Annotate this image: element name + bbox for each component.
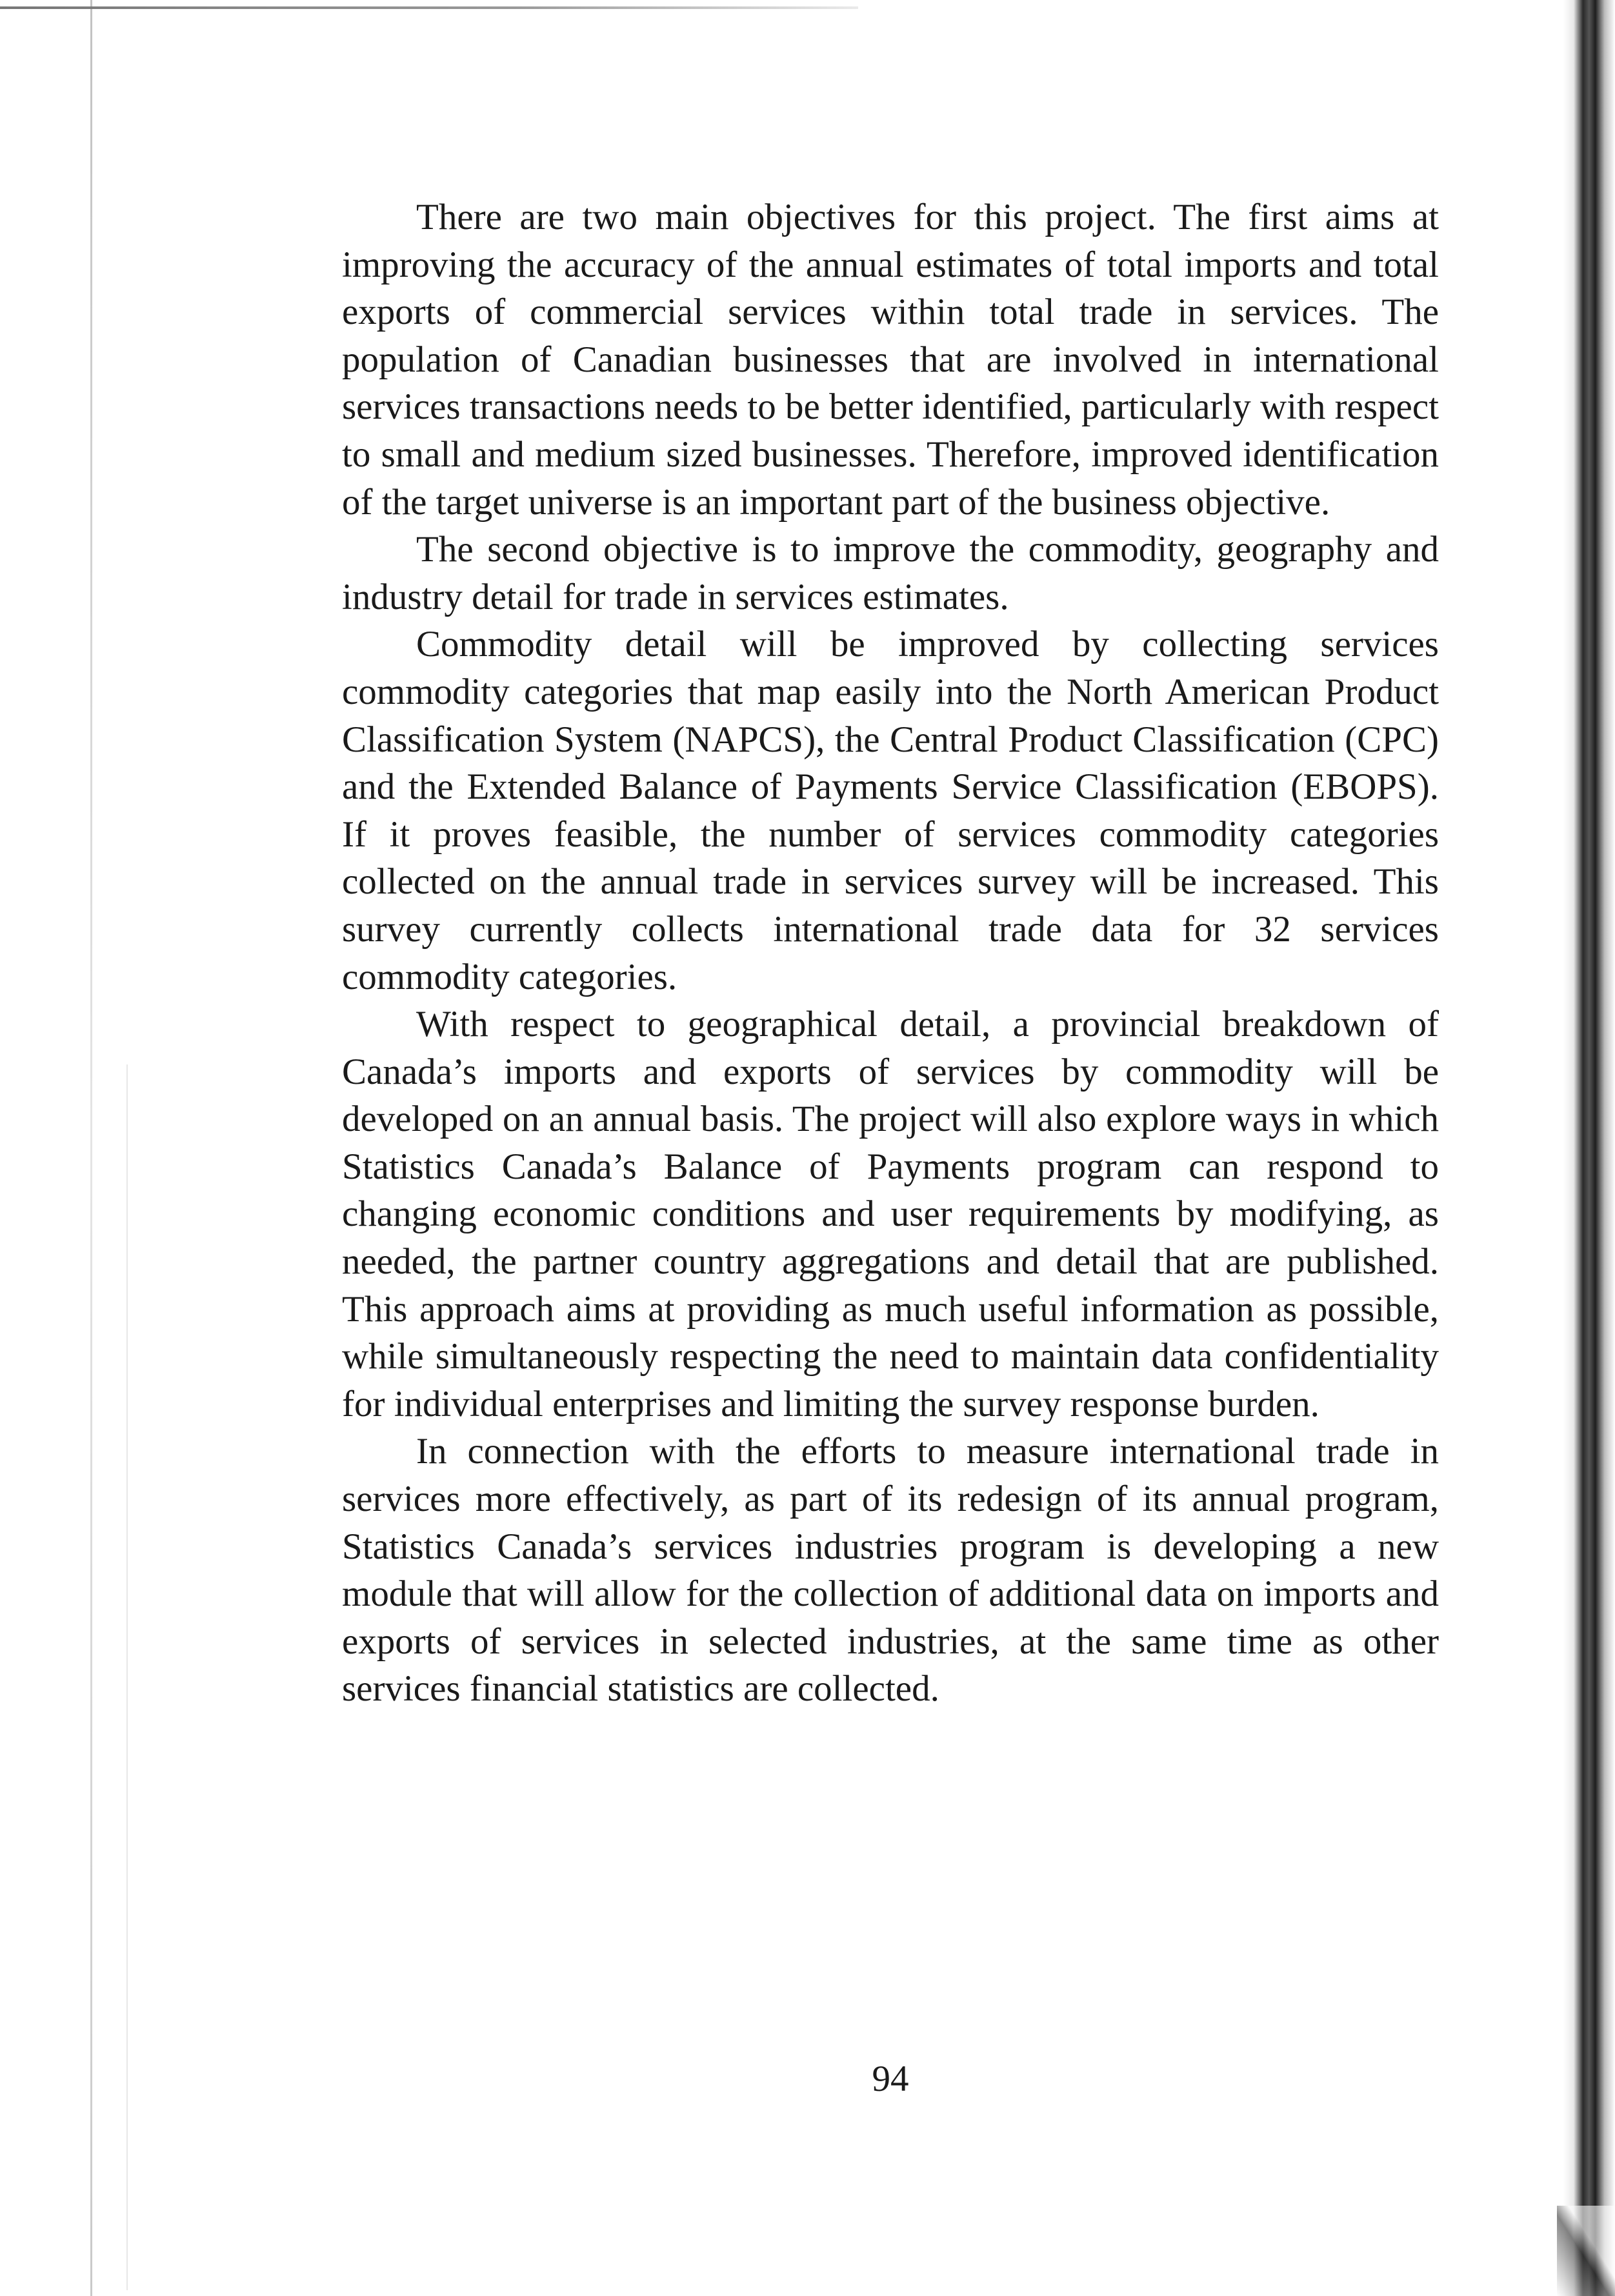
page-number: 94 bbox=[872, 2059, 909, 2099]
body-text bbox=[342, 194, 1439, 1713]
paragraph-commodity-detail: Commodity detail will be improved by collecting services commodity categories that map easily into the North American Product Classification System (NAPCS), the Central Product Classification (CPC) and the Extended Balance of Payments Service Classification (EBOPS). If it proves feasible, the number of services commodity categories collected on the annual trade in services survey will be increased. This survey currently collects international trade data for 32 services commodity categories. bbox=[342, 624, 1439, 997]
paragraph-services-industries: In connection with the efforts to measure international trade in services more effectively, as part of its redesign of its annual program, Statistics Canada’s services industries program is developing a new module that will allow for the collection of additional data on imports and exports of services in selected industries, at the same time as other services financial statistics are collected. bbox=[342, 1431, 1439, 1710]
top-edge-rule bbox=[0, 6, 858, 9]
left-gutter-shadow bbox=[90, 0, 92, 2296]
left-gutter-shadow-secondary bbox=[126, 1064, 128, 2290]
book-spine-corner bbox=[1557, 2206, 1615, 2296]
paragraph-objectives: There are two main objectives for this project. The first aims at improving the accuracy of the annual estimates of total imports and total exports of commercial services within total trade in services. The population of Canadian businesses that are involved in international services transactions needs to be better identified, particularly with respect to small and medium sized businesses. Therefore, improved identification of the target universe is an important part of the business objective. bbox=[342, 197, 1439, 523]
book-spine-binding bbox=[1563, 0, 1615, 2296]
paragraph-second-objective: The second objective is to improve the commodity, geography and industry detail for trade in services estimates. bbox=[342, 529, 1439, 617]
paragraph-geographical-detail: With respect to geographical detail, a provincial breakdown of Canada’s imports and exports of services by commodity will be developed on an annual basis. The project will also explore ways in which Statistics Canada’s Balance of Payments program can respond to changing economic conditions and user requirements by modifying, as needed, the partner country aggregations and detail that are published. This approach aims at providing as much useful information as possible, while simultaneously respecting the need to maintain data confidentiality for individual enterprises and limiting the survey response burden. bbox=[342, 1004, 1439, 1424]
